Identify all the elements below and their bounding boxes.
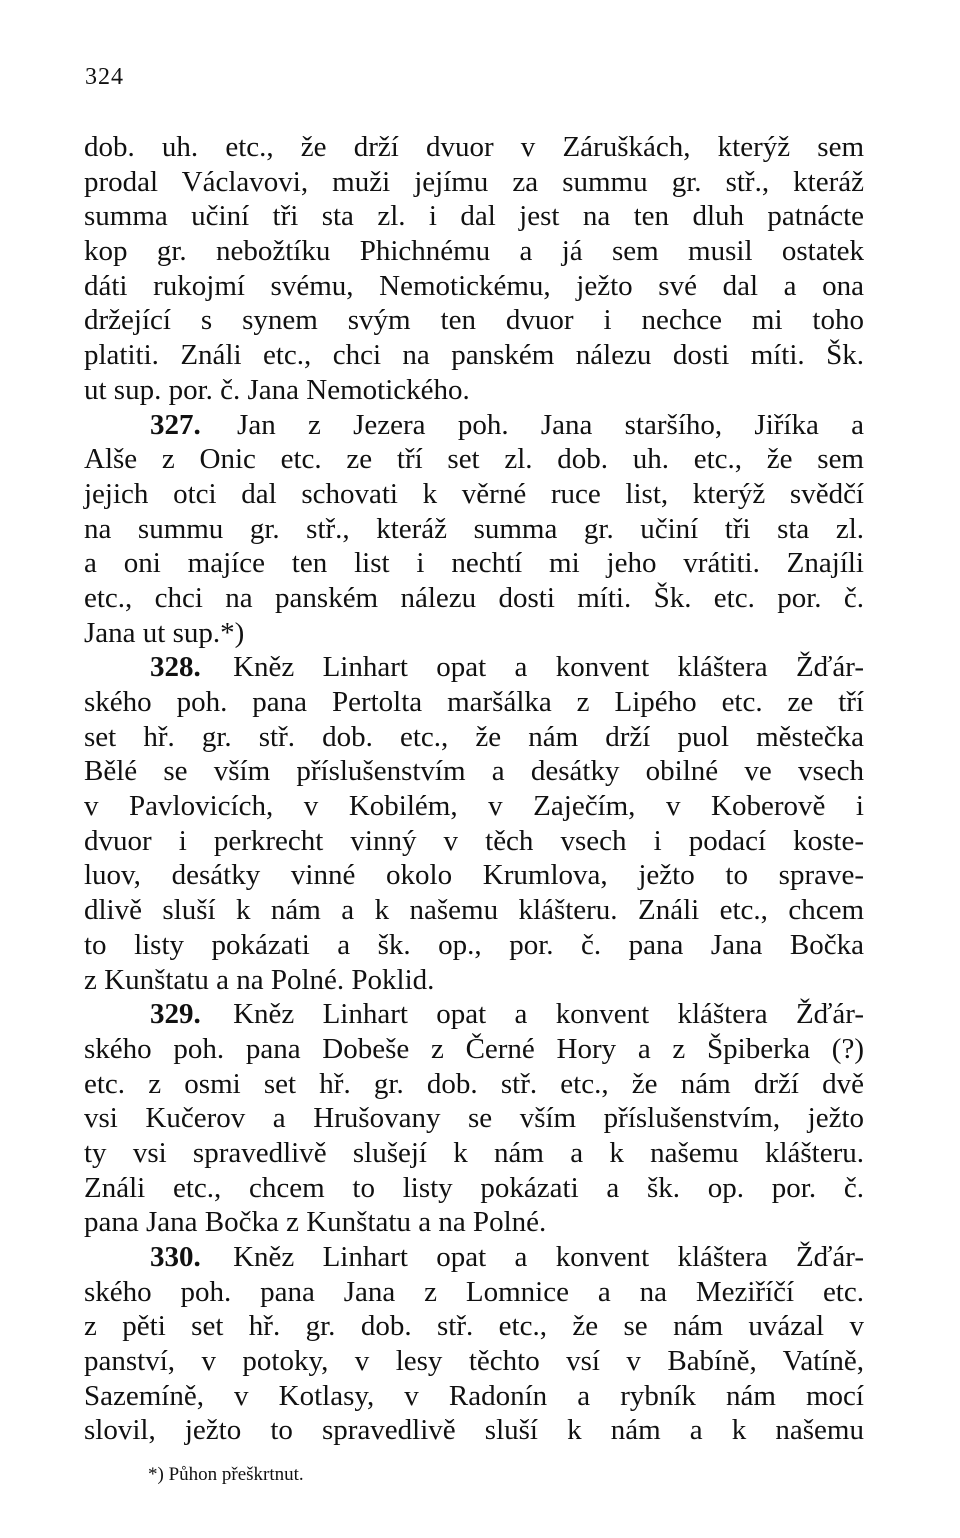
text-line: ského poh. pana Pertolta maršálka z Lipého etc. ze tří bbox=[84, 686, 864, 718]
entry-number: 330. bbox=[150, 1241, 201, 1273]
text-line: kop gr. nebožtíku Phichnému a já sem musil ostatek bbox=[84, 235, 864, 268]
text-line: panství, v potoky, v lesy těchto vsí v Babíně, Vatíně, bbox=[84, 1345, 864, 1378]
text-line: ut sup. por. č. Jana Nemotického. bbox=[84, 373, 470, 406]
entry-heading-text: Kněz Linhart opat a konvent kláštera Žďár- bbox=[233, 651, 865, 684]
text-line: v Pavlovicích, v Kobilém, v Zaječím, v Koberově i bbox=[84, 790, 864, 823]
text-line: to listy pokázati a šk. op., por. č. pana Jana Bočka bbox=[84, 928, 864, 961]
text-line: vsi Kučerov a Hrušovany se vším příslušenstvím, ježto bbox=[84, 1102, 864, 1135]
entry-328-first-line bbox=[84, 650, 864, 685]
text-line: Sazemíně, v Kotlasy, v Radonín a rybník nám mocí bbox=[84, 1379, 864, 1412]
text-line: ského poh. pana Dobeše z Černé Hory a z Špiberka (?) bbox=[84, 1032, 864, 1065]
entry-heading-text: Kněz Linhart opat a konvent kláštera Žďár- bbox=[233, 1241, 865, 1273]
text-line: Alše z Onic etc. ze tří set zl. dob. uh. etc., že sem bbox=[84, 443, 864, 476]
text-line: etc. z osmi set hř. gr. dob. stř. etc., že nám drží dvě bbox=[84, 1067, 864, 1100]
text-line: dáti rukojmí svému, Nemotickému, ježto své dal a ona bbox=[84, 269, 864, 302]
text-line: summa učiní tři sta zl. i dal jest na ten dluh patnácte bbox=[84, 200, 864, 233]
entry-number: 329. bbox=[150, 998, 201, 1031]
body-text bbox=[84, 130, 864, 1448]
entry-329-first-line bbox=[84, 997, 864, 1032]
entry-327-first-line bbox=[84, 408, 864, 443]
text-line: etc., chci na panském nálezu dosti míti. Šk. etc. por. č. bbox=[84, 581, 864, 614]
text-line: platiti. Ználi etc., chci na panském nálezu dosti míti. Šk. bbox=[84, 339, 864, 372]
page-number: 324 bbox=[85, 64, 124, 90]
text-line: a oni majíce ten list i nechtí mi jeho vrátiti. Znajíli bbox=[84, 547, 864, 580]
entry-heading-text: Kněz Linhart opat a konvent kláštera Žďár- bbox=[233, 998, 865, 1031]
text-line: z Kunštatu a na Polné. Poklid. bbox=[84, 963, 435, 996]
text-line: ského poh. pana Jana z Lomnice a na Meziříčí etc. bbox=[84, 1275, 864, 1308]
text-line: set hř. gr. stř. dob. etc., že nám drží puol městečka bbox=[84, 720, 864, 753]
text-line: ty vsi spravedlivě slušejí k nám a k našemu klášteru. bbox=[84, 1136, 864, 1169]
text-line: jejich otci dal schovati k věrné ruce list, kterýž svědčí bbox=[84, 477, 864, 510]
text-line: z pěti set hř. gr. dob. stř. etc., že se nám uvázal v bbox=[84, 1310, 864, 1343]
text-line: slovil, ježto to spravedlivě sluší k nám a k našemu bbox=[84, 1414, 864, 1447]
entry-number: 327. bbox=[150, 408, 201, 441]
text-line: dob. uh. etc., že drží dvuor v Záruškách, kterýž sem bbox=[84, 131, 864, 163]
entry-heading-text: Jan z Jezera poh. Jana staršího, Jiříka a bbox=[237, 408, 864, 441]
text-line: prodal Václavovi, muži jejímu za summu gr. stř., kteráž bbox=[84, 165, 864, 198]
text-line: Bělé se vším příslušenstvím a desátky obilné ve vsech bbox=[84, 755, 864, 788]
entry-number: 328. bbox=[150, 651, 201, 684]
text-line: dlivě sluší k nám a k našemu klášteru. Ználi etc., chcem bbox=[84, 894, 864, 927]
text-line: na summu gr. stř., kteráž summa gr. učiní tři sta zl. bbox=[84, 512, 864, 545]
text-line: pana Jana Bočka z Kunštatu a na Polné. bbox=[84, 1206, 547, 1239]
text-line: držející s synem svým ten dvuor i nechce mi toho bbox=[84, 304, 864, 337]
text-line: Ználi etc., chcem to listy pokázati a šk. op. por. č. bbox=[84, 1171, 864, 1204]
footnote: *) Půhon přeškrtnut. bbox=[148, 1464, 304, 1485]
text-line: luov, desátky vinné okolo Krumlova, ježto to sprave- bbox=[84, 859, 864, 892]
text-line: Jana ut sup.*) bbox=[84, 616, 245, 649]
text-line: dvuor i perkrecht vinný v těch vsech i podací koste- bbox=[84, 824, 864, 857]
entry-330-first-line bbox=[84, 1240, 864, 1275]
